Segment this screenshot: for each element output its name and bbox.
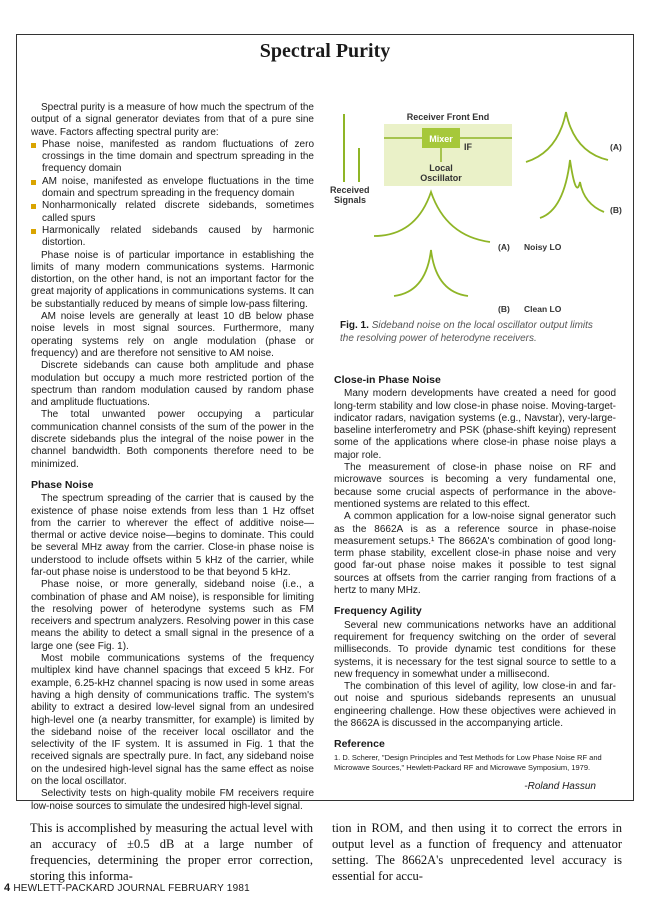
clean-lo-label-b: (B) [498, 304, 510, 314]
paragraph: The combination of this level of agility, low close-in and far-out noise and spurious sidebands represents an unusual engineering challenge. How these objectives were achieved in the 8662A is discussed in the accompanying article. [334, 681, 616, 730]
paragraph: A common application for a low-noise signal generator such as the 8662A is as a reference source in phase-noise measurement setups.¹ The 8662A's combination of good long-term phase stability, excellent close-in phase noise and very good far-out phase noise makes it possible to test signal sources at offsets from the carrier ranging from fractions of a hertz to many MHz. [334, 511, 616, 597]
list-item: Phase noise, manifested as random fluctuations of zero crossings in the time domain and spectrum spreading in the frequency domain [31, 139, 314, 176]
figure-1 [326, 100, 626, 320]
right-column [334, 374, 616, 793]
if-spectrum-a [526, 112, 608, 162]
caption-text: Sideband noise on the local oscillator output limits the resolving power of heterodyne receivers. [340, 320, 593, 344]
section-heading-frequency-agility: Frequency Agility [334, 605, 422, 618]
mixer-label: Mixer [429, 134, 453, 144]
clean-lo-spectrum [394, 250, 468, 296]
paragraph: AM noise levels are generally at least 10 dB below phase noise levels in most signal sources. Furthermore, many operating systems rely on angle modulation (phase or frequency) and are therefore not sensitive to AM noise. [31, 311, 314, 359]
author-signature: -Roland Hassun [524, 780, 596, 792]
list-item: Harmonically related sidebands caused by harmonic distortion. [31, 225, 314, 250]
paragraph: Many modern developments have created a need for good long-term stability and low close-in phase noise. Moving-target-indicator radars, navigation systems (e.g., Navstar), very-large-baseline interferometry and PSK (phase-shift keying) represent some of the applications where close-in phase noise plays a major role. [334, 388, 616, 461]
local-oscillator-label: Local [429, 163, 453, 173]
paragraph: Phase noise, or more generally, sideband noise (i.e., a combination of phase and AM noise), is responsible for limiting the resolving power of heterodyne systems such as FM receivers and spectrum analyzers. Resolving power in this case means the ability to detect a small signal in the presence of a large one (see Fig. 1). [31, 579, 314, 652]
page-title: Spectral Purity [259, 40, 391, 62]
noisy-lo-spectrum [374, 192, 490, 242]
section-heading-phase-noise: Phase Noise [31, 478, 94, 491]
noisy-lo-label: Noisy LO [524, 242, 562, 252]
noisy-lo-label-a: (A) [498, 242, 510, 252]
clean-lo-label: Clean LO [524, 304, 562, 314]
journal-name: HEWLETT-PACKARD JOURNAL FEBRUARY 1981 [13, 883, 250, 894]
paragraph: Most mobile communications systems of the frequency multiplex kind have channel spacings that exceed 5 kHz. For example, 6.25-kHz channel spacing is now used in some areas having a high density of communications traffic. The system's ability to extract a desired low-level signal from an undesired high-level one (a nearby transmitter, for example) is limited by the sideband noise of the receiver local oscillator and the selectivity of the IF system. It is assumed in Fig. 1 that the received signals are spectrally pure. In fact, any sideband noise on the undesired high-level signal has the same effect as noise on the local oscillator. [31, 653, 314, 788]
local-oscillator-label: Oscillator [420, 173, 462, 183]
reference-entry: 1. D. Scherer, "Design Principles and Test Methods for Low Phase Noise RF and Microwave Sources," Hewlett-Packard RF and Microwave Symposium, 1979. [334, 752, 602, 772]
list-item: Nonharmonically related discrete sidebands, sometimes called spurs [31, 200, 314, 225]
section-heading-close-in: Close-in Phase Noise [334, 374, 441, 386]
receiver-front-end-label: Receiver Front End [406, 112, 490, 122]
if-spectrum-b [540, 160, 604, 218]
received-signals-label: Signals [334, 195, 367, 205]
received-signals-label: Received [330, 185, 370, 195]
paragraph: Several new communications networks have an additional requirement for frequency switching on the order of several milliseconds. To provide dynamic test conditions for these systems, it is necessary for the test signal source to settle to a new frequency in somewhat under a millisecond. [334, 619, 616, 680]
curve-label-a: (A) [610, 142, 622, 152]
section-heading-reference: Reference [334, 738, 385, 751]
paragraph: Selectivity tests on high-quality mobile FM receivers require low-noise sources to simulate the undesired high-level signal. [31, 788, 314, 812]
intro-paragraph: Spectral purity is a measure of how much the spectrum of the output of a signal generator deviates from that of a pure sine wave. Factors affecting spectral purity are: [31, 102, 314, 138]
paragraph: The spectrum spreading of the carrier that is caused by the existence of phase noise extends from less than 1 Hz offset from the carrier to wherever the effect of additive noise—thermal or active device noise—begins to dominate. This could be several MHz away from the carrier. Close-in phase noise is understood to include offsets within 5 kHz of the carrier, while far-out phase noise is understood to be that beyond 5 kHz. [31, 493, 314, 578]
page-footer [4, 882, 250, 894]
paragraph: The measurement of close-in phase noise on RF and microwave sources is becoming a very fundamental one, because some crucial aspects of performance in the above-mentioned systems are related to this effect. [334, 462, 616, 510]
factor-list [31, 139, 314, 250]
figure-caption [340, 319, 608, 345]
paragraph: Discrete sidebands can cause both amplitude and phase modulation but occupy a much more restricted portion of the spectrum than random modulation caused by random phase and amplitude fluctuations. [31, 360, 314, 409]
body-text-right: tion in ROM, and then using it to correct the errors in output level as a function of frequency and attenuator setting. The 8662A's unprecedented level accuracy is essential for accu- [332, 821, 622, 883]
curve-label-b: (B) [610, 205, 622, 215]
if-label: IF [464, 142, 472, 152]
caption-label: Fig. 1. [340, 320, 369, 331]
paragraph: The total unwanted power occupying a particular communication channel consists of the sum of the power in the discrete sidebands plus the integral of the noise power in the channel bandwidth. Both components therefore need to be minimized. [31, 409, 314, 470]
paragraph: Phase noise is of particular importance in establishing the limits of many modern communications systems. Harmonic distortion, on the other hand, is not an important factor for the great majority of applications in communications systems. It can be substantially reduced by means of simple low-pass filtering. [31, 249, 314, 310]
body-text-left: This is accomplished by measuring the actual level with an accuracy of ±0.5 dB at a large number of frequencies, determining the proper error correction, storing this informa- [30, 821, 313, 883]
left-column [31, 102, 314, 813]
list-item: AM noise, manifested as envelope fluctuations in the time domain and spectrum spreading in the frequency domain [31, 176, 314, 201]
page-number: 4 [4, 882, 11, 894]
